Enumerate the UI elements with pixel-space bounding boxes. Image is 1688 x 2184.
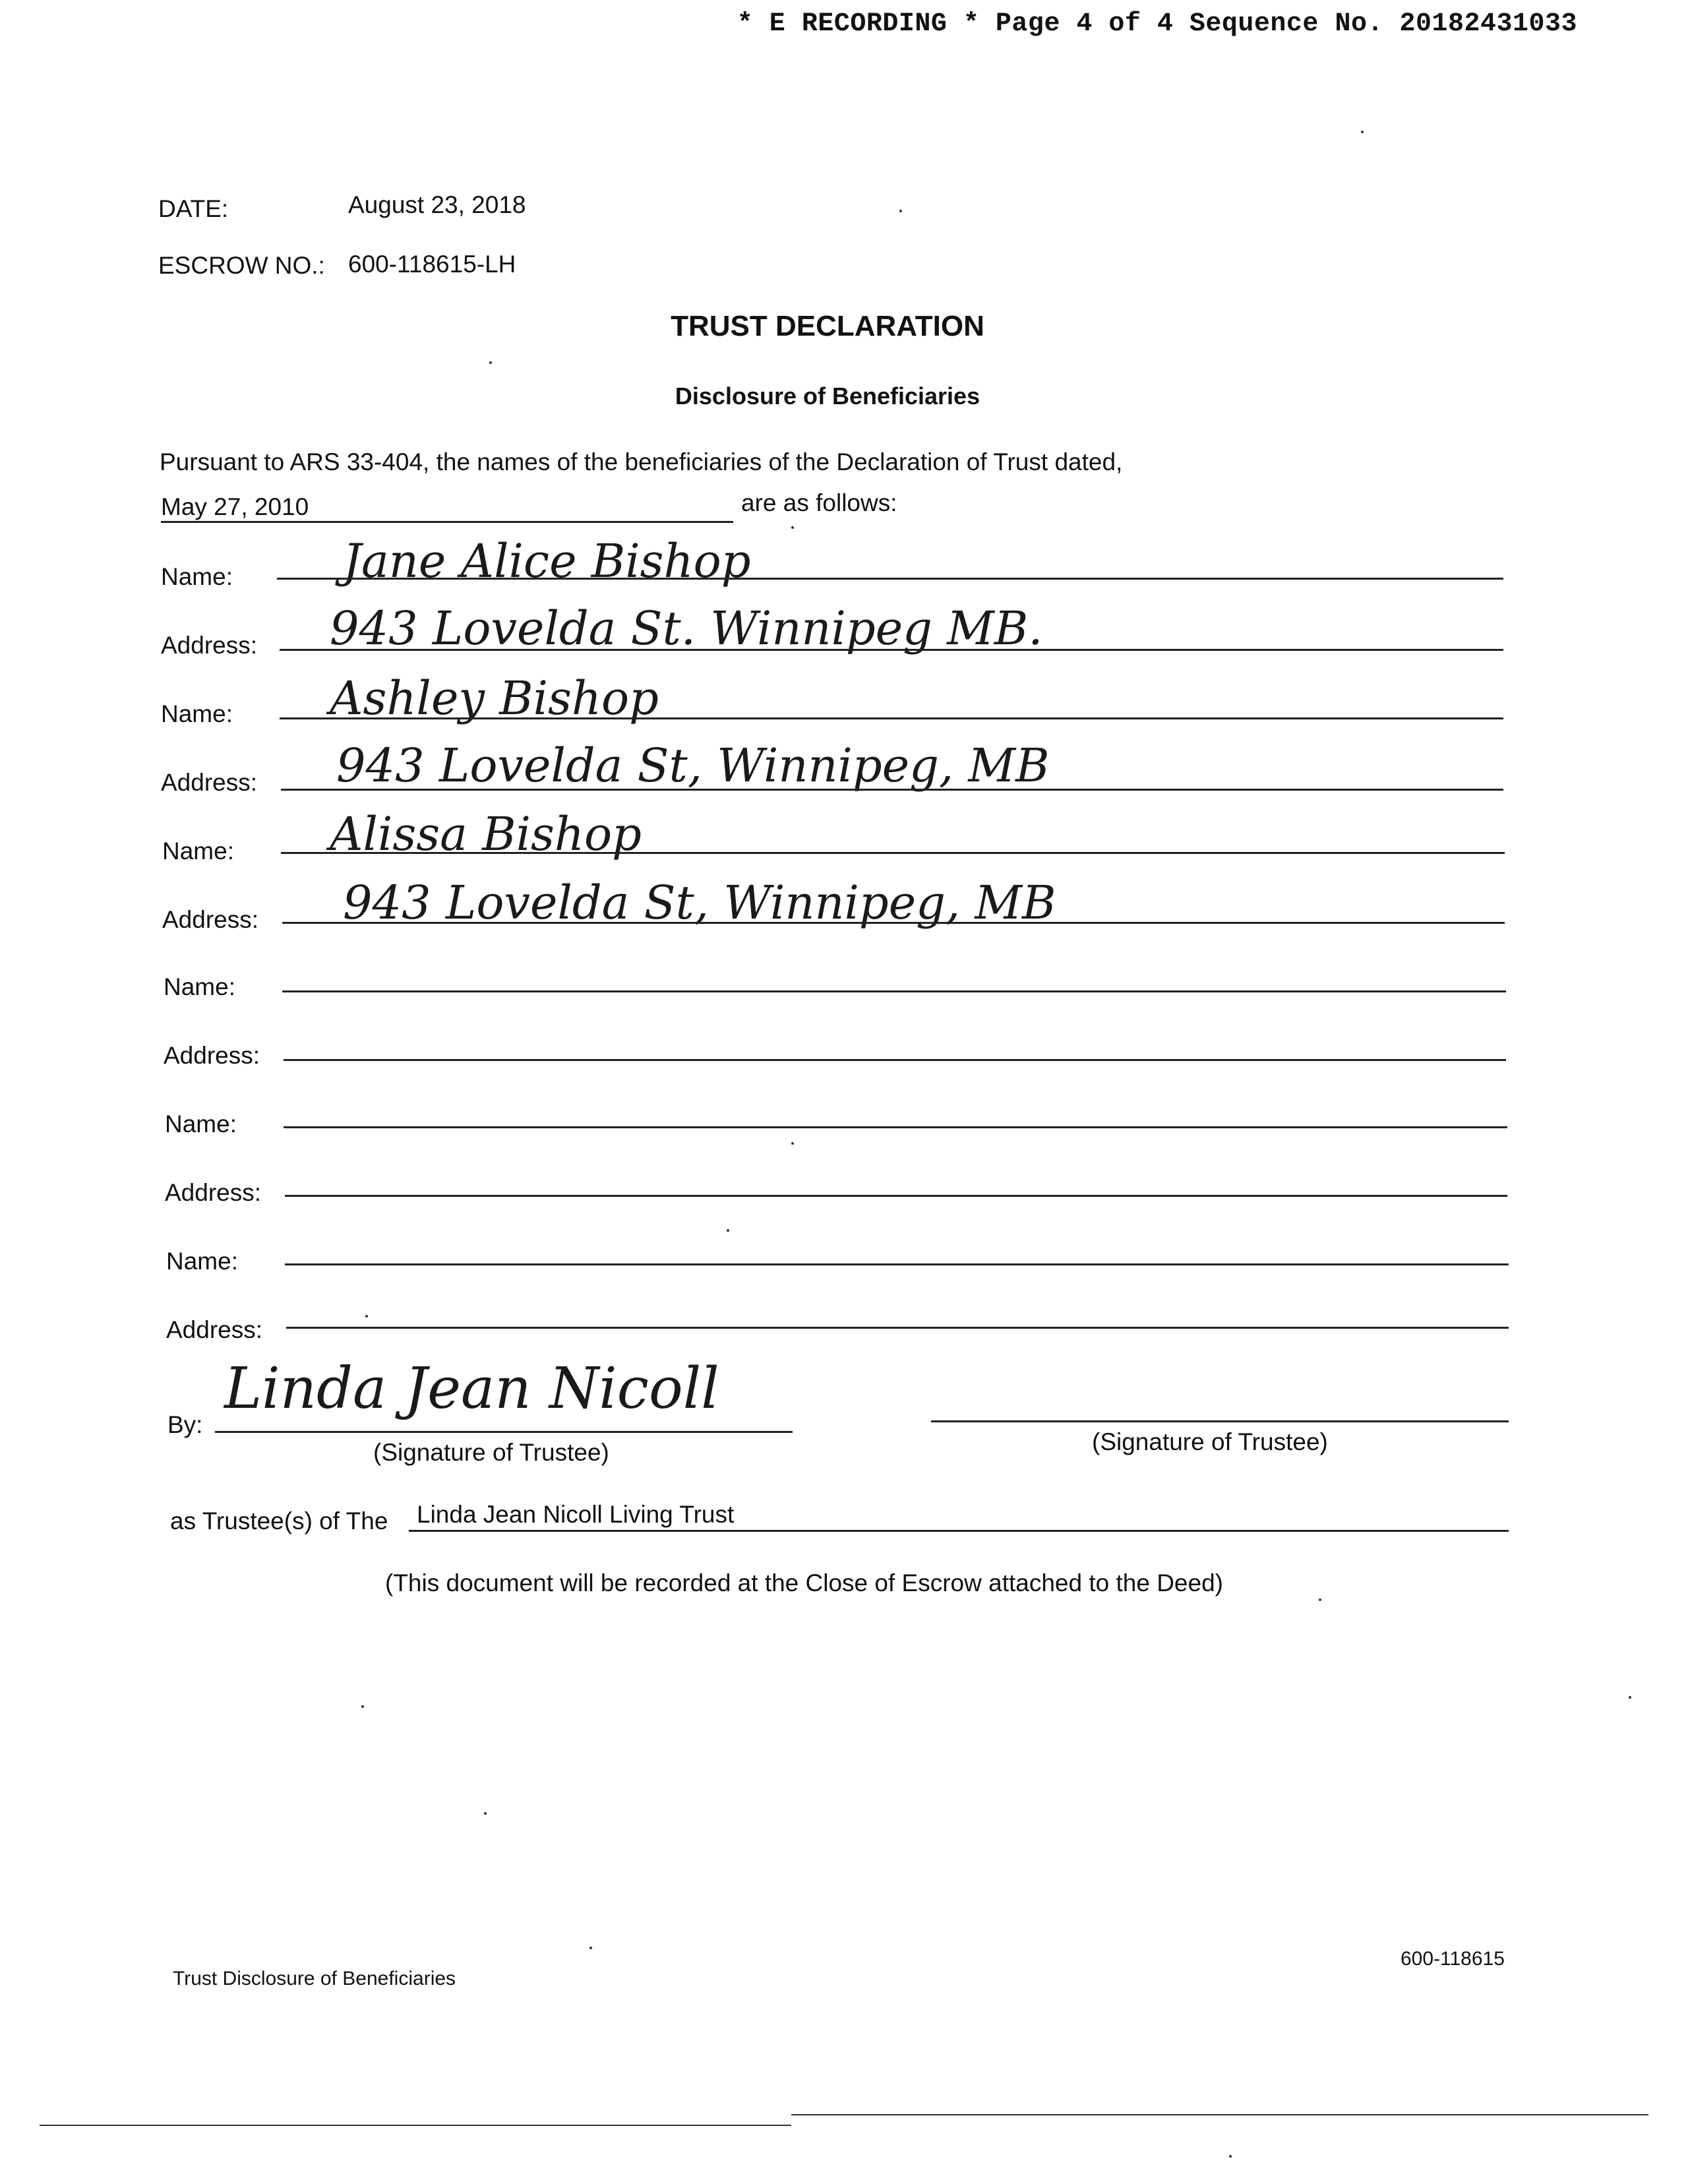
- address-line: [286, 1327, 1509, 1329]
- name-line: [285, 1263, 1509, 1265]
- scan-speck: [589, 1947, 592, 1949]
- name-line: [282, 990, 1506, 992]
- beneficiary-address: 943 Lovelda St, Winnipeg, MB: [343, 876, 1056, 930]
- scan-speck: [1629, 1696, 1631, 1699]
- scan-speck: [1361, 131, 1364, 133]
- name-line: [277, 578, 1503, 580]
- intro-line: Pursuant to ARS 33-404, the names of the beneficiaries of the Declaration of Trust dated,: [160, 448, 1123, 475]
- recording-note: (This document will be recorded at the Close of Escrow attached to the Deed): [385, 1569, 1223, 1596]
- document-title: TRUST DECLARATION: [671, 310, 984, 342]
- address-label: Address:: [162, 906, 259, 933]
- trust-name-line: [409, 1530, 1509, 1532]
- beneficiary-address: 943 Lovelda St. Winnipeg MB.: [330, 601, 1043, 655]
- escrow-value: 600-118615-LH: [348, 251, 516, 278]
- scan-edge-line-right: [791, 2114, 1648, 2115]
- scan-speck: [365, 1315, 368, 1318]
- scan-speck: [484, 1812, 487, 1815]
- scan-speck: [791, 526, 794, 529]
- beneficiary-name: Jane Alice Bishop: [343, 534, 751, 588]
- scan-speck: [1229, 2155, 1232, 2158]
- scan-speck: [1319, 1598, 1321, 1601]
- scan-speck: [727, 1229, 729, 1232]
- beneficiary-address: 943 Lovelda St, Winnipeg, MB: [336, 739, 1050, 793]
- beneficiary-name: Ashley Bishop: [330, 671, 659, 725]
- footer-right: 600-118615: [1401, 1948, 1505, 1970]
- by-label: By:: [167, 1411, 203, 1438]
- name-label: Name:: [164, 973, 235, 1000]
- name-label: Name:: [166, 1248, 238, 1275]
- name-label: Name:: [161, 700, 233, 727]
- scan-edge-line-left: [40, 2125, 791, 2126]
- address-label: Address:: [161, 769, 258, 796]
- trust-date-line: [161, 521, 733, 523]
- date-value: August 23, 2018: [348, 191, 526, 218]
- address-line: [284, 1059, 1506, 1061]
- signature-line-1: [215, 1431, 793, 1433]
- address-label: Address:: [165, 1179, 262, 1206]
- trustee-signature: Linda Jean Nicoll: [224, 1356, 719, 1422]
- address-label: Address:: [161, 632, 258, 659]
- address-line: [285, 1195, 1507, 1197]
- name-label: Name:: [161, 563, 233, 590]
- escrow-label: ESCROW NO.:: [158, 252, 325, 279]
- beneficiary-name: Alissa Bishop: [330, 807, 642, 861]
- address-line: [281, 789, 1503, 791]
- intro-suffix: are as follows:: [741, 489, 897, 516]
- scan-speck: [361, 1705, 364, 1708]
- scan-speck: [489, 361, 492, 364]
- signature-line-2: [931, 1420, 1509, 1422]
- name-line: [280, 717, 1503, 719]
- trust-name: Linda Jean Nicoll Living Trust: [417, 1501, 735, 1528]
- address-line: [280, 649, 1503, 651]
- address-label: Address:: [166, 1316, 263, 1343]
- signature-caption-2: (Signature of Trustee): [1092, 1428, 1328, 1455]
- trust-date: May 27, 2010: [161, 493, 309, 520]
- address-line: [282, 922, 1505, 924]
- document-subtitle: Disclosure of Beneficiaries: [675, 382, 980, 410]
- footer-left: Trust Disclosure of Beneficiaries: [173, 1968, 456, 1989]
- date-label: DATE:: [158, 195, 229, 222]
- name-line: [281, 852, 1505, 854]
- trustee-prefix: as Trustee(s) of The: [170, 1507, 388, 1534]
- recording-header: * E RECORDING * Page 4 of 4 Sequence No. 20182431033: [737, 9, 1577, 39]
- address-label: Address:: [164, 1042, 260, 1069]
- scan-speck: [899, 210, 902, 212]
- scan-speck: [791, 1142, 794, 1145]
- name-label: Name:: [165, 1110, 237, 1138]
- name-label: Name:: [162, 837, 234, 864]
- signature-caption-1: (Signature of Trustee): [373, 1439, 609, 1466]
- name-line: [284, 1126, 1507, 1128]
